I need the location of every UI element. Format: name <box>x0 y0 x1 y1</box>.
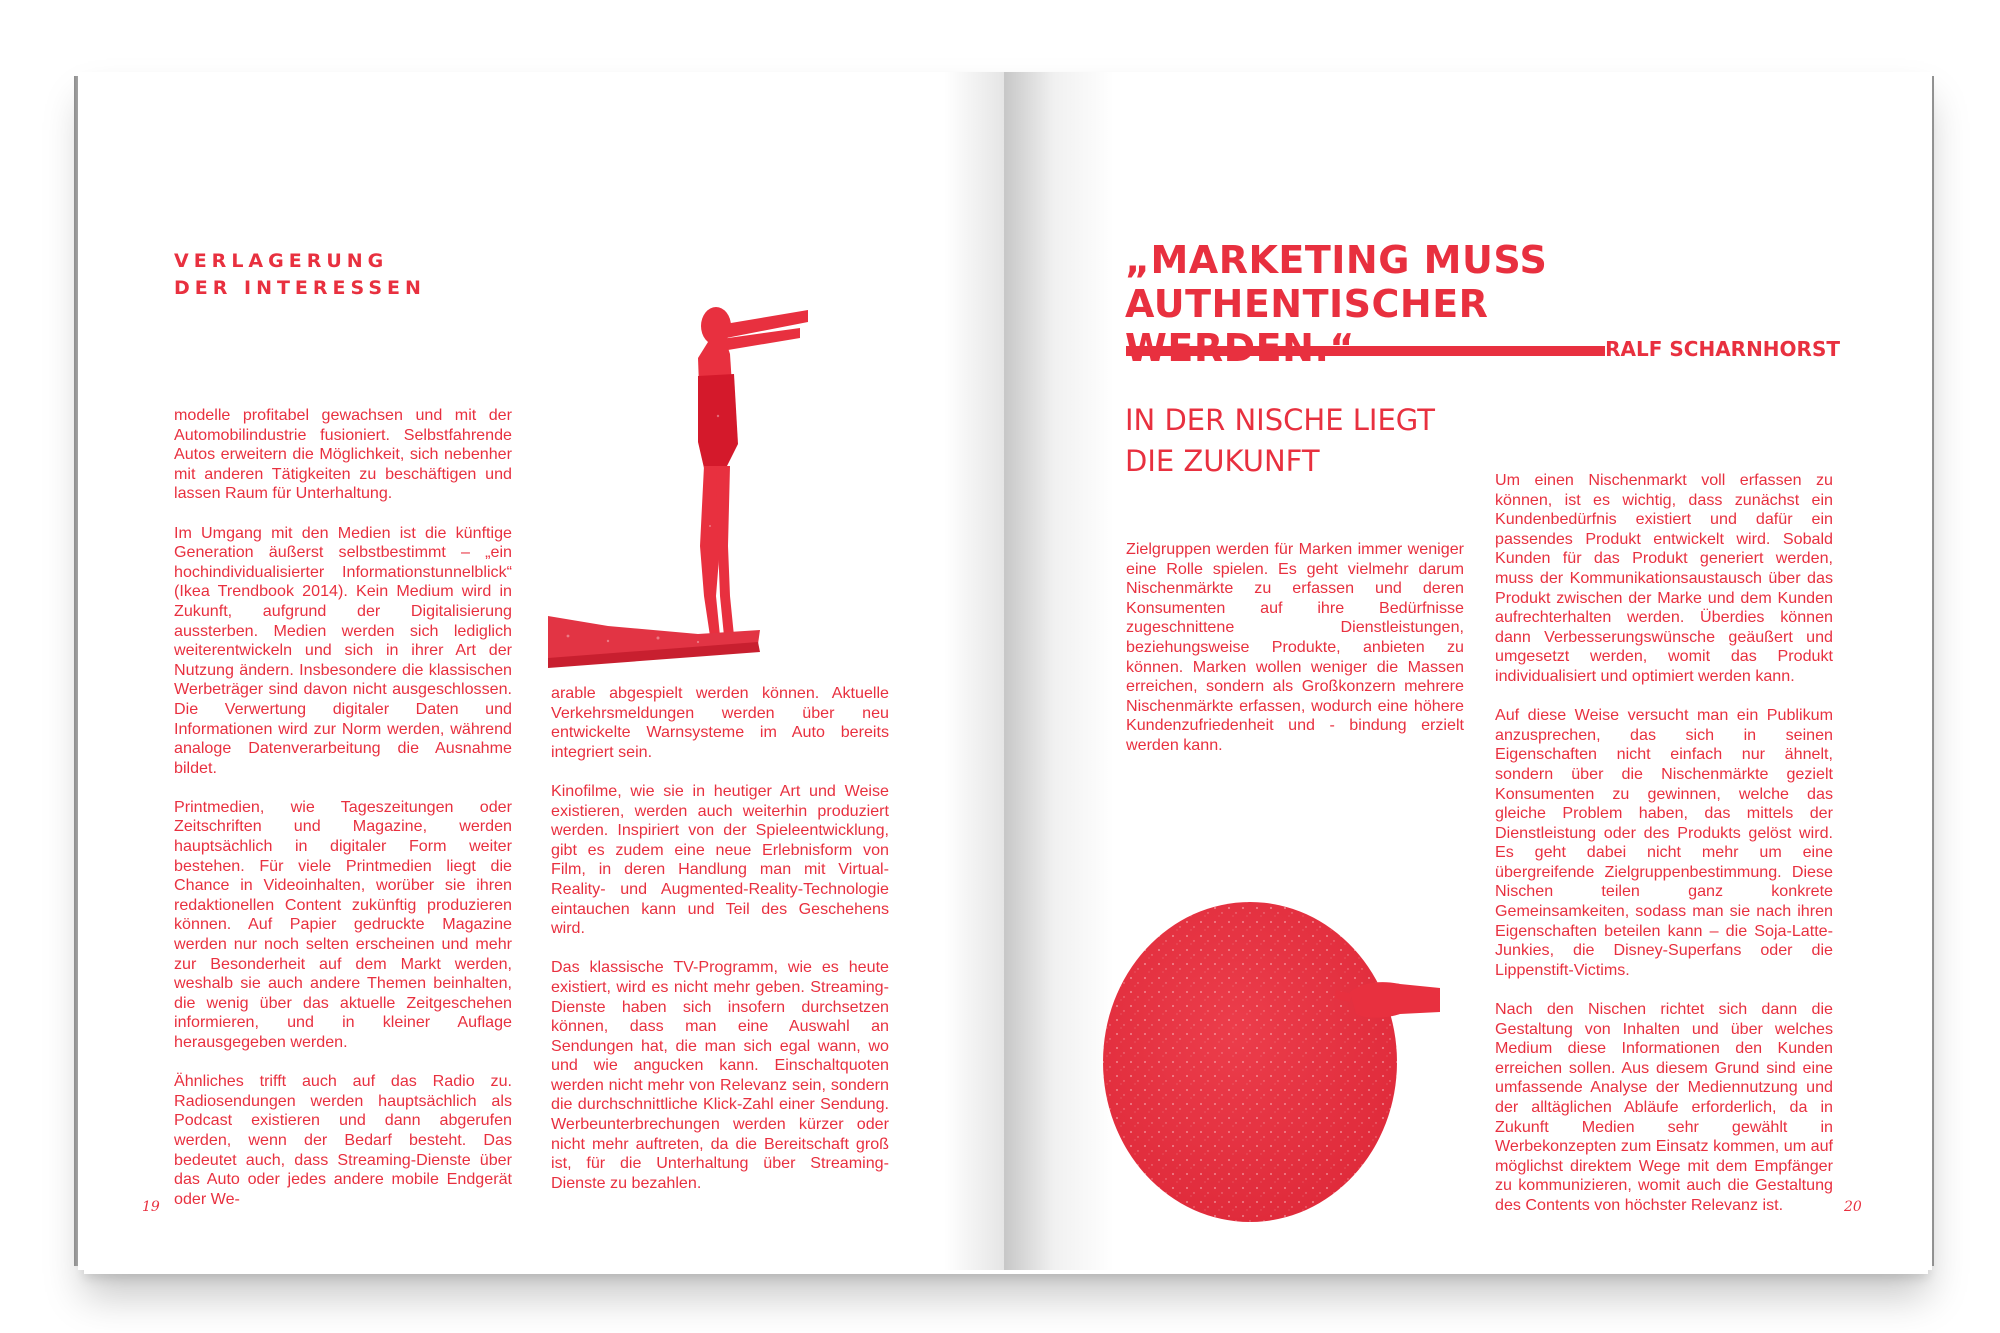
paragraph: Auf diese Weise versucht man ein Publikum anzusprechen, das sich in seinen Eigenschaften nicht einfach nur ähnelt, sondern über die Nischenmärkte gezielt Konsumenten zu gewinnen, welche das gleiche Problem haben, das mittels der Dienstleistung oder des Produkts gelöst wird. Es geht dabei nicht mehr um eine übergreifende Zielgruppenbestimmung. Diese Nischen teilen ganz konkrete Gemeinsamkeiten, sodass man sie nach ihren Eigenschaften beteilen kann – die Soja-Latte-Junkies, die Disney-Superfans oder die Lippenstift-Victims. <box>1495 706 1833 979</box>
red-disc-texture <box>1103 902 1397 1222</box>
page-number: 19 <box>142 1199 160 1215</box>
quote-bar <box>1126 346 1605 356</box>
paragraph: Das klassische TV-Programm, wie es heute existiert, wird es nicht mehr geben. Streaming-Dienste haben sich insofern durchsetzen können, dass man eine Auswahl an Sendungen hat, die man sich egal wann, wo und wie angucken kann. Einschaltquoten werden nicht mehr von Relevanz sein, sondern die durchschnittliche Klick-Zahl einer Sendung. Werbeunterbrechungen werden kürzer oder nicht mehr auftreten, da die Bereitschaft groß ist, für die Unterhaltung über Streaming-Dienste zu bezahlen. <box>551 958 889 1192</box>
hand <box>1350 982 1440 1018</box>
text-column-1 <box>174 406 512 1229</box>
paragraph: Nach den Nischen richtet sich dann die Gestaltung von Inhalten und über welches Medium diese Informationen den Kunden erreichen sollen. Aus diesem Grund sind eine umfassende Analyse der Mediennutzung und der alltäglichen Abläufe erforderlich, da in Zukunft Medien sehr gewählt in Werbekonzepten zum Einsatz kommen, um auf möglichst direktem Wege mit dem Empfänger zu kommunizieren, womit auch die Gestaltung des Contents von höchster Relevanz ist. <box>1495 1000 1833 1214</box>
diver-head <box>701 307 731 345</box>
quote-author: RALF SCHARNHORST <box>1605 337 1840 361</box>
page-number: 20 <box>1844 1199 1862 1215</box>
left-page <box>78 72 1004 1270</box>
paragraph: Um einen Nischenmarkt voll erfassen zu können, ist es wichtig, dass zunächst ein Kundenbedürfnis existiert und dafür ein passendes Produkt entwickelt wird. Sobald Kunden für das Produkt generiert werden, muss der Kommunikationsaustausch über das Produkt zwischen der Marke und dem Kunden aufrechterhalten werden. Überdies können dann Verbesserungswünsche geäußert und umgesetzt werden, womit das Produkt individualisiert und optimiert werden kann. <box>1495 471 1833 685</box>
paragraph: Im Umgang mit den Medien ist die künftige Generation äußerst selbstbestimmt – „ein hochindividualisierter Informationstunnelblick“ (Ikea Trendbook 2014). Kein Medium wird in Zukunft, aufgrund der Digitalisierung aussterben. Medien werden sich lediglich weiterentwickeln und sich in ihrer Art der Nutzung ändern. Insbesondere die klassischen Werbeträger sind davon nicht ausgeschlossen. Die Verwertung digitaler Daten und Informationen wird zur Norm werden, während analoge Datenverarbeitung die Ausnahme bildet. <box>174 523 512 777</box>
diver-leg <box>716 466 734 636</box>
section-heading-line: VERLAGERUNG <box>174 250 389 272</box>
subheading <box>1125 400 1485 482</box>
text-column-2 <box>551 684 889 1213</box>
section-heading-line: DER INTERESSEN <box>174 277 426 299</box>
paragraph: arable abgespielt werden können. Aktuelle Verkehrsmeldungen werden über neu entwickelte Warnsysteme im Auto bereits integriert sein. <box>551 684 889 761</box>
diver-swimsuit <box>698 374 738 468</box>
diver-illustration <box>548 296 808 706</box>
red-disc-illustration <box>1100 862 1440 1232</box>
subheading-line: DIE ZUKUNFT <box>1125 444 1320 478</box>
section-heading <box>174 248 534 302</box>
gutter-shadow <box>944 72 1004 1270</box>
subheading-line: IN DER NISCHE LIEGT <box>1125 403 1435 437</box>
pull-quote-line: „MARKETING MUSS AUTHENTISCHER <box>1125 238 1548 326</box>
paragraph: Kinofilme, wie sie in heutiger Art und Weise existieren, werden auch weiterhin produziert werden. Inspiriert von der Spieleentwicklung, gibt es zudem eine neue Erlebnisform von Film, in deren Handlung man mit Virtual-Reality- und Augmented-Reality-Technologie eintauchen kann und Teil des Geschehens wird. <box>551 781 889 938</box>
right-page <box>1004 72 1932 1270</box>
paragraph: modelle profitabel gewachsen und mit der Automobilindustrie fusioniert. Selbstfahrende Autos erweitern die Möglichkeit, sich nebenher mit anderen Tätigkeiten zu beschäftigen und lassen Raum für Unterhaltung. <box>174 406 512 503</box>
paragraph: Zielgruppen werden für Marken immer weniger eine Rolle spielen. Es geht vielmehr darum Nischenmärkte zu erfassen und deren Konsumenten auf ihre Bedürfnisse zugeschnittene Dienstleistungen, beziehungsweise Produkte, anbieten zu können. Marken wollen weniger die Massen erreichen, sondern als Großkonzern mehrere Nischenmärkte erfassen, wodurch eine höhere Kundenzufriedenheit und - bindung erzielt werden kann. <box>1126 540 1464 754</box>
paragraph: Printmedien, wie Tageszeitungen oder Zeitschriften und Magazine, werden hauptsächlich in digitaler Form weiter bestehen. Für viele Printmedien liegt die Chance in Videoinhalten, worüber sie ihren redaktionellen Content zukünftig produzieren können. Auf Papier gedruckte Magazine werden nur noch selten erscheinen und mehr zur Besonderheit auf dem Markt werden, weshalb sie auch andere Themen beinhalten, die wenig über das aktuelle Zeitgeschehen informieren, und in kleiner Auflage herausgegeben werden. <box>174 797 512 1051</box>
gutter-shadow <box>1004 72 1114 1270</box>
paragraph: Ähnliches trifft auch auf das Radio zu. Radiosendungen werden hauptsächlich als Podcast existieren und dann abgerufen werden, wenn der Bedarf besteht. Das bedeutet auch, dass Streaming-Dienste über das Auto oder jedes andere mobile Endgerät oder We- <box>174 1072 512 1208</box>
text-column-3 <box>1126 540 1464 775</box>
text-column-4 <box>1495 471 1833 1235</box>
